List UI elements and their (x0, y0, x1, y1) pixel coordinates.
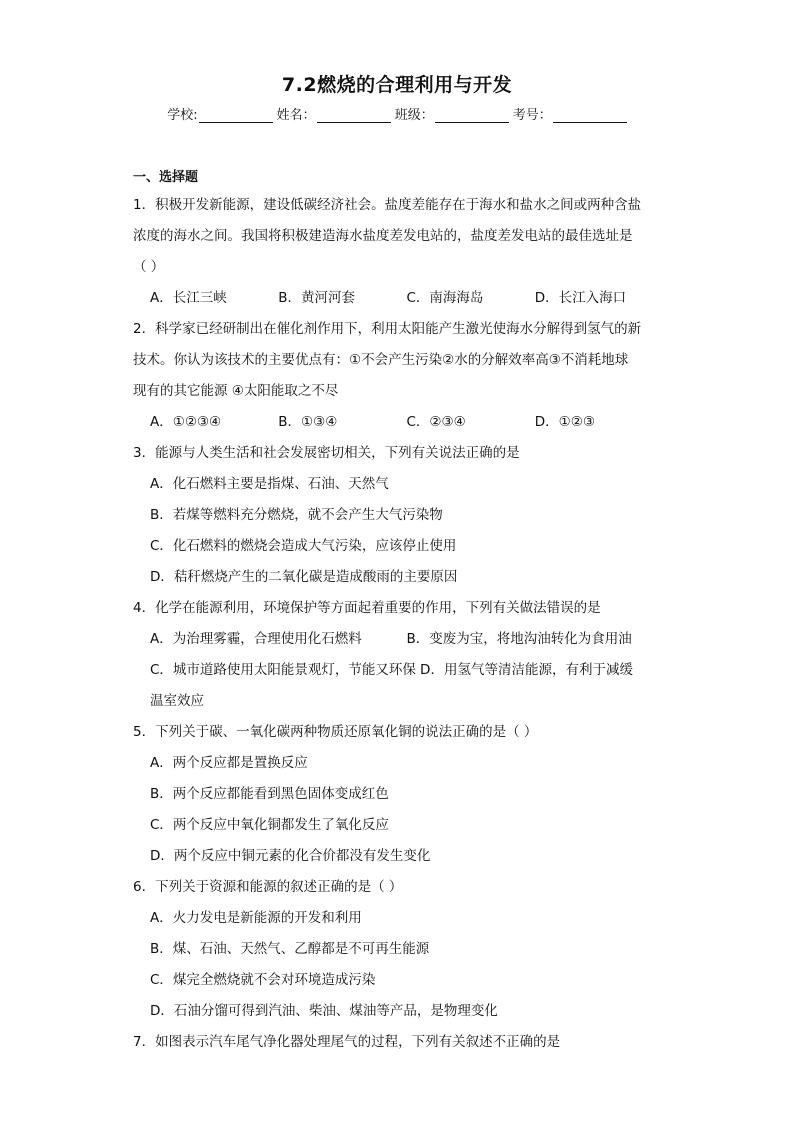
exam-number-label: 考号： (512, 108, 552, 123)
option-b: B．黄河河套 (278, 290, 356, 306)
exam-number-field (513, 104, 627, 123)
questions-list (133, 190, 663, 1058)
option-a: A．长江三峡 (150, 290, 227, 306)
option-b: B．①③④ (278, 414, 338, 430)
options-row (133, 283, 663, 314)
question-stem-line: 6．下列关于资源和能源的叙述正确的是（ ） (133, 879, 403, 895)
option-c: C．②③④ (406, 414, 466, 430)
exam-number-blank (553, 108, 627, 123)
school-label: 学校: (167, 108, 198, 123)
option-b: B．两个反应都能看到黑色固体变成红色 (150, 786, 389, 802)
option-d: D．两个反应中铜元素的化合价都没有发生变化 (150, 848, 431, 864)
option-a: A．为治理雾霾，合理使用化石燃料 (150, 631, 362, 647)
option-a: A．两个反应都是置换反应 (150, 755, 308, 771)
question-stem-line: 4．化学在能源利用，环境保护等方面起着重要的作用，下列有关做法错误的是 (133, 600, 601, 616)
question-1 (133, 190, 663, 314)
class-label: 班级： (394, 108, 434, 123)
option-d: D．长江入海口 (534, 290, 627, 306)
question-stem-line: 1．积极开发新能源，建设低碳经济社会。盐度差能存在于海水和盐水之间或两种含盐 (133, 197, 642, 213)
question-stem-line: 浓度的海水之间。我国将积极建造海水盐度差发电站的，盐度差发电站的最佳选址是 (133, 228, 633, 244)
class-blank (435, 108, 509, 123)
option-a: A．化石燃料主要是指煤、石油、天然气 (150, 476, 389, 492)
option-c: C．城市道路使用太阳能景观灯，节能又环保 (150, 662, 416, 678)
question-stem-line: 现有的其它能源 ④太阳能取之不尽 (133, 383, 339, 399)
question-stem-line: 2．科学家已经研制出在催化剂作用下，利用太阳能产生激光使海水分解得到氢气的新 (133, 321, 642, 337)
question-stem-line: 7．如图表示汽车尾气净化器处理尾气的过程，下列有关叙述不正确的是 (133, 1034, 561, 1050)
option-d: D．①②③ (534, 414, 595, 430)
question-stem-line: （ ） (133, 259, 165, 275)
option-d: D．石油分馏可得到汽油、柴油、煤油等产品，是物理变化 (150, 1003, 498, 1019)
options-row (133, 624, 663, 655)
option-c: C．两个反应中氧化铜都发生了氧化反应 (150, 817, 389, 833)
option-d-continuation: 温室效应 (150, 693, 204, 709)
options-row (133, 407, 663, 438)
option-a: A．①②③④ (150, 414, 222, 430)
options-row (133, 655, 663, 686)
question-5 (133, 717, 663, 872)
question-4 (133, 593, 663, 717)
question-3 (133, 438, 663, 593)
option-b: B．变废为宝，将地沟油转化为食用油 (406, 631, 632, 647)
page-title: 7.2燃烧的合理利用与开发 (281, 74, 513, 96)
option-b: B．煤、石油、天然气、乙醇都是不可再生能源 (150, 941, 430, 957)
question-stem-line: 3．能源与人类生活和社会发展密切相关，下列有关说法正确的是 (133, 445, 520, 461)
question-7 (133, 1027, 663, 1058)
option-c: C．化石燃料的燃烧会造成大气污染，应该停止使用 (150, 538, 457, 554)
school-field (167, 104, 272, 123)
class-field (395, 104, 509, 123)
name-field (277, 104, 391, 123)
question-6 (133, 872, 663, 1027)
school-blank (199, 108, 273, 123)
question-stem-line: 技术。你认为该技术的主要优点有：①不会产生污染②水的分解效率高③不消耗地球 (133, 352, 629, 368)
name-label: 姓名： (276, 108, 316, 123)
option-c: C．煤完全燃烧就不会对环境造成污染 (150, 972, 376, 988)
option-b: B．若煤等燃料充分燃烧，就不会产生大气污染物 (150, 507, 443, 523)
question-2 (133, 314, 663, 438)
option-c: C．南海海岛 (406, 290, 484, 306)
section-heading: 一、选择题 (133, 170, 199, 185)
student-info-row (0, 104, 794, 123)
option-d: D．秸秆燃烧产生的二氧化碳是造成酸雨的主要原因 (150, 569, 458, 585)
question-stem-line: 5．下列关于碳、一氧化碳两种物质还原氧化铜的说法正确的是（ ） (133, 724, 538, 740)
name-blank (317, 108, 391, 123)
option-a: A．火力发电是新能源的开发和利用 (150, 910, 362, 926)
option-d: D．用氢气等清洁能源，有利于减缓 (420, 662, 633, 678)
